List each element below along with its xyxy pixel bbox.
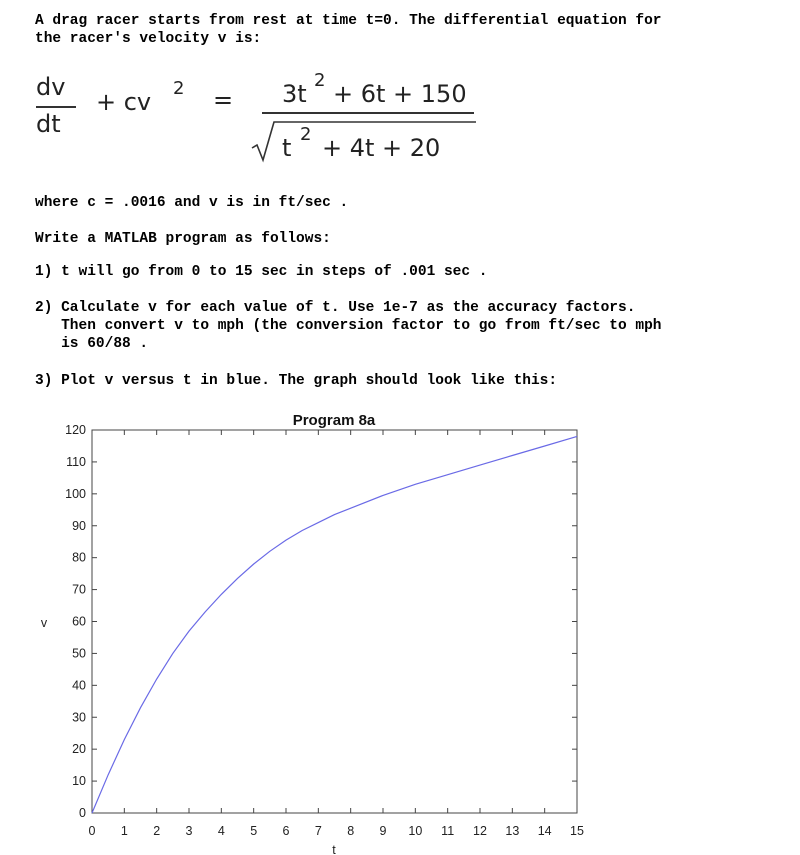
equation-rhs-numerator-exponent: 2 bbox=[314, 70, 326, 91]
y-tick-label: 40 bbox=[72, 678, 86, 693]
where-line: where c = .0016 and v is in ft/sec . bbox=[35, 195, 349, 211]
y-tick-label: 50 bbox=[72, 646, 86, 661]
equation bbox=[0, 70, 800, 180]
x-tick-label: 12 bbox=[473, 824, 487, 838]
plot-frame bbox=[92, 430, 577, 813]
equation-rhs-numerator-b: + 6t + 150 bbox=[333, 80, 467, 108]
x-tick-label: 10 bbox=[408, 824, 423, 838]
x-tick-label: 11 bbox=[441, 824, 455, 838]
x-tick-label: 13 bbox=[505, 824, 520, 838]
velocity-chart bbox=[0, 400, 800, 855]
y-axis-label: v bbox=[40, 616, 48, 630]
equation-lhs-fraction-bar bbox=[36, 106, 76, 108]
x-tick-label: 6 bbox=[282, 824, 290, 838]
y-tick-label: 10 bbox=[72, 774, 86, 789]
x-tick-label: 9 bbox=[379, 824, 387, 838]
x-tick-label: 1 bbox=[120, 824, 128, 838]
y-tick-label: 80 bbox=[72, 550, 86, 565]
write-line: Write a MATLAB program as follows: bbox=[35, 231, 331, 247]
x-tick-label: 7 bbox=[314, 824, 322, 838]
y-tick-label: 30 bbox=[72, 710, 86, 725]
y-tick-label: 90 bbox=[72, 518, 86, 533]
y-tick-label: 70 bbox=[72, 582, 86, 597]
intro-line-1: A drag racer starts from rest at time t=0. The differential equation for bbox=[35, 13, 662, 29]
equation-rhs-denominator-exponent: 2 bbox=[300, 124, 312, 145]
equation-rhs-numerator-a: 3t bbox=[282, 80, 307, 108]
equation-plus-term: + cv bbox=[96, 88, 152, 116]
equation-lhs-numerator: dv bbox=[36, 73, 66, 101]
equation-lhs-denominator: dt bbox=[36, 110, 61, 138]
chart-title: Program 8a bbox=[292, 412, 376, 429]
y-tick-label: 120 bbox=[65, 423, 86, 437]
equation-rhs-denominator-b: + 4t + 20 bbox=[322, 134, 441, 162]
x-tick-label: 3 bbox=[185, 824, 193, 838]
y-tick-label: 100 bbox=[65, 486, 86, 501]
equation-rhs-fraction-bar bbox=[262, 112, 474, 114]
y-tick-label: 60 bbox=[72, 614, 86, 629]
step-2-line-2: Then convert v to mph (the conversion factor to go from ft/sec to mph bbox=[35, 318, 662, 334]
x-tick-label: 8 bbox=[347, 824, 355, 838]
step-1: 1) t will go from 0 to 15 sec in steps of .001 sec . bbox=[35, 264, 488, 280]
x-tick-label: 2 bbox=[153, 824, 161, 838]
y-tick-label: 110 bbox=[66, 454, 86, 469]
step-3: 3) Plot v versus t in blue. The graph should look like this: bbox=[35, 373, 558, 389]
x-tick-label: 0 bbox=[88, 824, 96, 838]
equation-plus-exponent: 2 bbox=[173, 78, 185, 99]
x-tick-label: 4 bbox=[217, 824, 225, 838]
x-tick-label: 5 bbox=[250, 824, 258, 838]
x-tick-label: 15 bbox=[570, 824, 584, 838]
y-tick-label: 20 bbox=[72, 742, 86, 757]
equation-rhs-denominator-a: t bbox=[282, 134, 292, 162]
step-2-line-1: 2) Calculate v for each value of t. Use 1e-7 as the accuracy factors. bbox=[35, 300, 636, 316]
y-tick-label: 0 bbox=[79, 806, 86, 820]
intro-line-2: the racer's velocity v is: bbox=[35, 31, 262, 47]
equation-equals: = bbox=[213, 86, 234, 114]
step-2-line-3: is 60/88 . bbox=[35, 336, 149, 352]
x-tick-label: 14 bbox=[537, 824, 552, 838]
x-axis-label: t bbox=[332, 843, 336, 855]
